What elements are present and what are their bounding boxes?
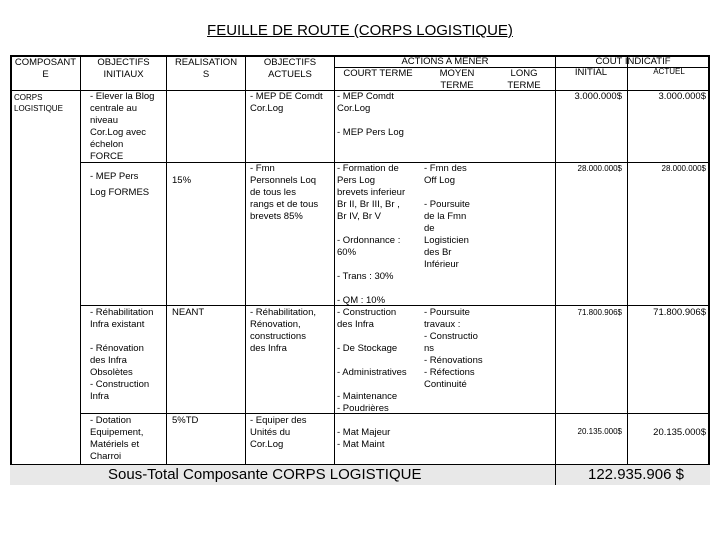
column-divider <box>334 55 335 465</box>
header-cout-actuel: ACTUEL <box>653 67 685 76</box>
header-court-terme: COURT TERME <box>343 68 413 79</box>
subtotal-label: Sous-Total Composante CORPS LOGISTIQUE <box>108 466 422 483</box>
objectif-actuel-3: - Réhabilitation, Rénovation, constructions des Infra <box>250 307 317 354</box>
cout-initial-3: 71.800.906$ <box>577 308 622 317</box>
cout-initial-1: 3.000.000$ <box>574 91 622 102</box>
column-divider <box>555 55 556 465</box>
header-objectifs-initiaux: OBJECTIFS INITIAUX <box>97 57 150 80</box>
header-cout: COUT INDICATIF <box>595 56 671 67</box>
court-terme-1b: - MEP Pers Log <box>337 127 404 138</box>
column-divider <box>627 55 628 465</box>
objectif-actuel-4: - Equiper des Unités du Cor.Log <box>250 415 307 450</box>
moyen-terme-2: - Fmn des Off Log - Poursuite de la Fmn de Logisticien des Br Inférieur <box>424 163 470 270</box>
court-terme-3b: - De Stockage <box>337 343 398 354</box>
column-divider <box>555 464 556 485</box>
column-divider <box>166 55 167 465</box>
cout-initial-4: 20.135.000$ <box>577 427 622 436</box>
objectif-initial-3a: - Réhabilitation Infra existant <box>90 307 154 330</box>
header-cout-initial: INITIAL <box>574 67 608 78</box>
court-terme-2d: - QM : 10% <box>337 295 386 306</box>
column-divider <box>245 55 246 465</box>
objectif-initial-1: - Elever la Blog centrale au niveau Cor.Log avec échelon FORCE <box>90 91 155 162</box>
subtotal-value: 122.935.906 $ <box>588 466 684 483</box>
objectif-actuel-1: - MEP DE Comdt Cor.Log <box>250 91 323 114</box>
court-terme-1a: - MEP Comdt Cor.Log <box>337 91 394 114</box>
court-terme-2c: - Trans : 30% <box>337 271 394 282</box>
court-terme-3d: - Maintenance - Poudrières <box>337 391 398 414</box>
cout-actuel-3: 71.800.906$ <box>653 307 706 318</box>
realisation-3: NEANT <box>172 307 205 318</box>
realisation-4: 5%TD <box>172 415 199 426</box>
header-realisations: REALISATION S <box>174 57 238 80</box>
objectif-actuel-2: - Fmn Personnels Loq de tous les rangs et de tous brevets 85% <box>250 163 319 222</box>
cout-actuel-4: 20.135.000$ <box>653 427 706 438</box>
objectif-initial-2: - MEP Pers Log FORMES <box>90 171 150 198</box>
composante-label: CORPS LOGISTIQUE <box>14 93 63 113</box>
court-terme-3a: - Construction des Infra <box>337 307 397 330</box>
column-divider <box>80 55 81 465</box>
court-terme-4a: - Mat Majeur - Mat Maint <box>337 427 391 450</box>
header-composante: COMPOSANT E <box>14 57 77 80</box>
court-terme-2a: - Formation de Pers Log brevets inferieur Br II, Br III, Br , Br IV, Br V <box>337 163 406 222</box>
court-terme-3c: - Administratives <box>337 367 407 378</box>
cout-initial-2: 28.000.000$ <box>577 164 622 173</box>
court-terme-2b: - Ordonnance : 60% <box>337 235 401 258</box>
cout-actuel-2: 28.000.000$ <box>661 164 706 173</box>
cout-actuel-1: 3.000.000$ <box>658 91 706 102</box>
header-objectifs-actuels: OBJECTIFS ACTUELS <box>263 57 317 80</box>
objectif-initial-4: - Dotation Equipement, Matériels et Charroi <box>90 415 144 462</box>
header-actions: ACTIONS A MENER <box>401 56 489 67</box>
objectif-initial-3b: - Rénovation des Infra Obsolètes - Construction Infra <box>90 343 150 402</box>
row-divider <box>80 305 710 306</box>
realisation-2: 15% <box>172 175 192 186</box>
page-title: FEUILLE DE ROUTE (CORPS LOGISTIQUE) <box>207 22 513 39</box>
header-long-terme: LONG TERME <box>507 68 541 91</box>
moyen-terme-3: - Poursuite travaux : - Constructio ns - Rénovations - Réfections Continuité <box>424 307 483 390</box>
header-moyen-terme: MOYEN TERME <box>439 68 475 91</box>
